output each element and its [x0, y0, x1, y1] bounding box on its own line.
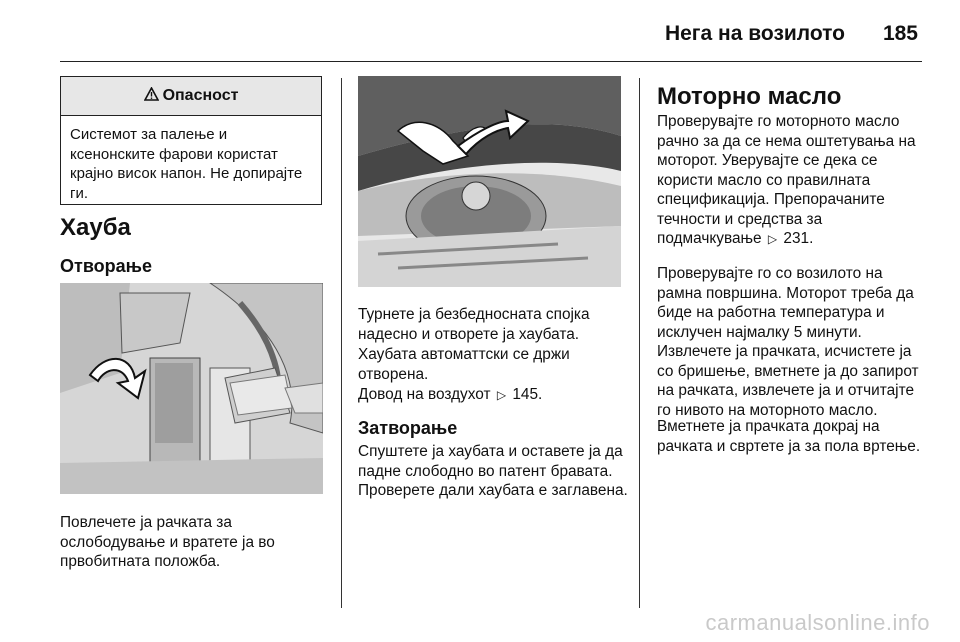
- hood-release-lever-illustration: [60, 283, 323, 494]
- closing-heading: Затворање: [358, 418, 458, 438]
- opening-step-1: Повлечете ја рачката за ослободување и вратете ја во првобитната положба.: [60, 514, 275, 570]
- motor-oil-paragraph-2: Проверувајте го со возилото на рамна површина. Моторот треба да биде на работна температура и исклучен најмалку 5 минути.: [657, 265, 914, 341]
- page-reference-arrow-icon: ▷: [767, 232, 778, 246]
- opening-heading: Отворање: [60, 256, 152, 276]
- warning-title: Опасност: [162, 87, 239, 104]
- motor-oil-heading: Моторно масло: [657, 83, 842, 110]
- column-divider-2: [639, 78, 640, 608]
- danger-warning-box: [60, 76, 322, 205]
- hood-safety-catch-illustration: [358, 76, 621, 287]
- air-intake-reference: [358, 385, 628, 406]
- motor-oil-paragraph-1: [657, 112, 927, 250]
- motor-oil-paragraph-4: Вметнете ја прачката докрај на рачката и свртете ја за пола вртење.: [657, 418, 921, 455]
- hood-heading: Хауба: [60, 214, 131, 241]
- motor-oil-page-ref[interactable]: 231.: [783, 230, 814, 247]
- motor-oil-paragraph-3: Извлечете ја прачката, исчистете ја со бришење, вметнете ја до запирот на рачката, извлечете ја и отчитајте го нивото на моторното масло.: [657, 343, 919, 419]
- page-reference-arrow-icon: ▷: [496, 388, 507, 402]
- air-intake-page-ref[interactable]: 145.: [512, 386, 543, 403]
- motor-oil-p1-text: Проверувајте го моторното масло рачно за да се нема оштетувања на моторот. Уверувајте се дека се користи масло со правилната спецификација. Препорачаните течности и средства за подмачкување: [657, 113, 916, 247]
- closing-text: Спуштете ја хаубата и оставете ја да падне слободно во патент бравата. Проверете дали хаубата е заглавена.: [358, 443, 628, 499]
- page-header: [0, 12, 960, 52]
- watermark: carmanualsonline.info: [705, 610, 930, 635]
- warning-header: [61, 77, 321, 116]
- warning-triangle-icon: [144, 87, 159, 106]
- opening-step-3: Хаубата автоматтски се држи отворена.: [358, 346, 570, 383]
- header-divider: [60, 61, 922, 62]
- page-number: 185: [882, 22, 918, 45]
- opening-step-2: Турнете ја безбедносната спојка надесно и отворете ја хаубата.: [358, 306, 590, 343]
- warning-text: Системот за палење и ксенонските фарови користат крајно висок напон. Не допирајте ги.: [70, 126, 303, 202]
- page-title: Нега на возилото: [664, 22, 845, 45]
- column-divider-1: [341, 78, 342, 608]
- air-intake-label: Довод на воздухот: [358, 386, 491, 403]
